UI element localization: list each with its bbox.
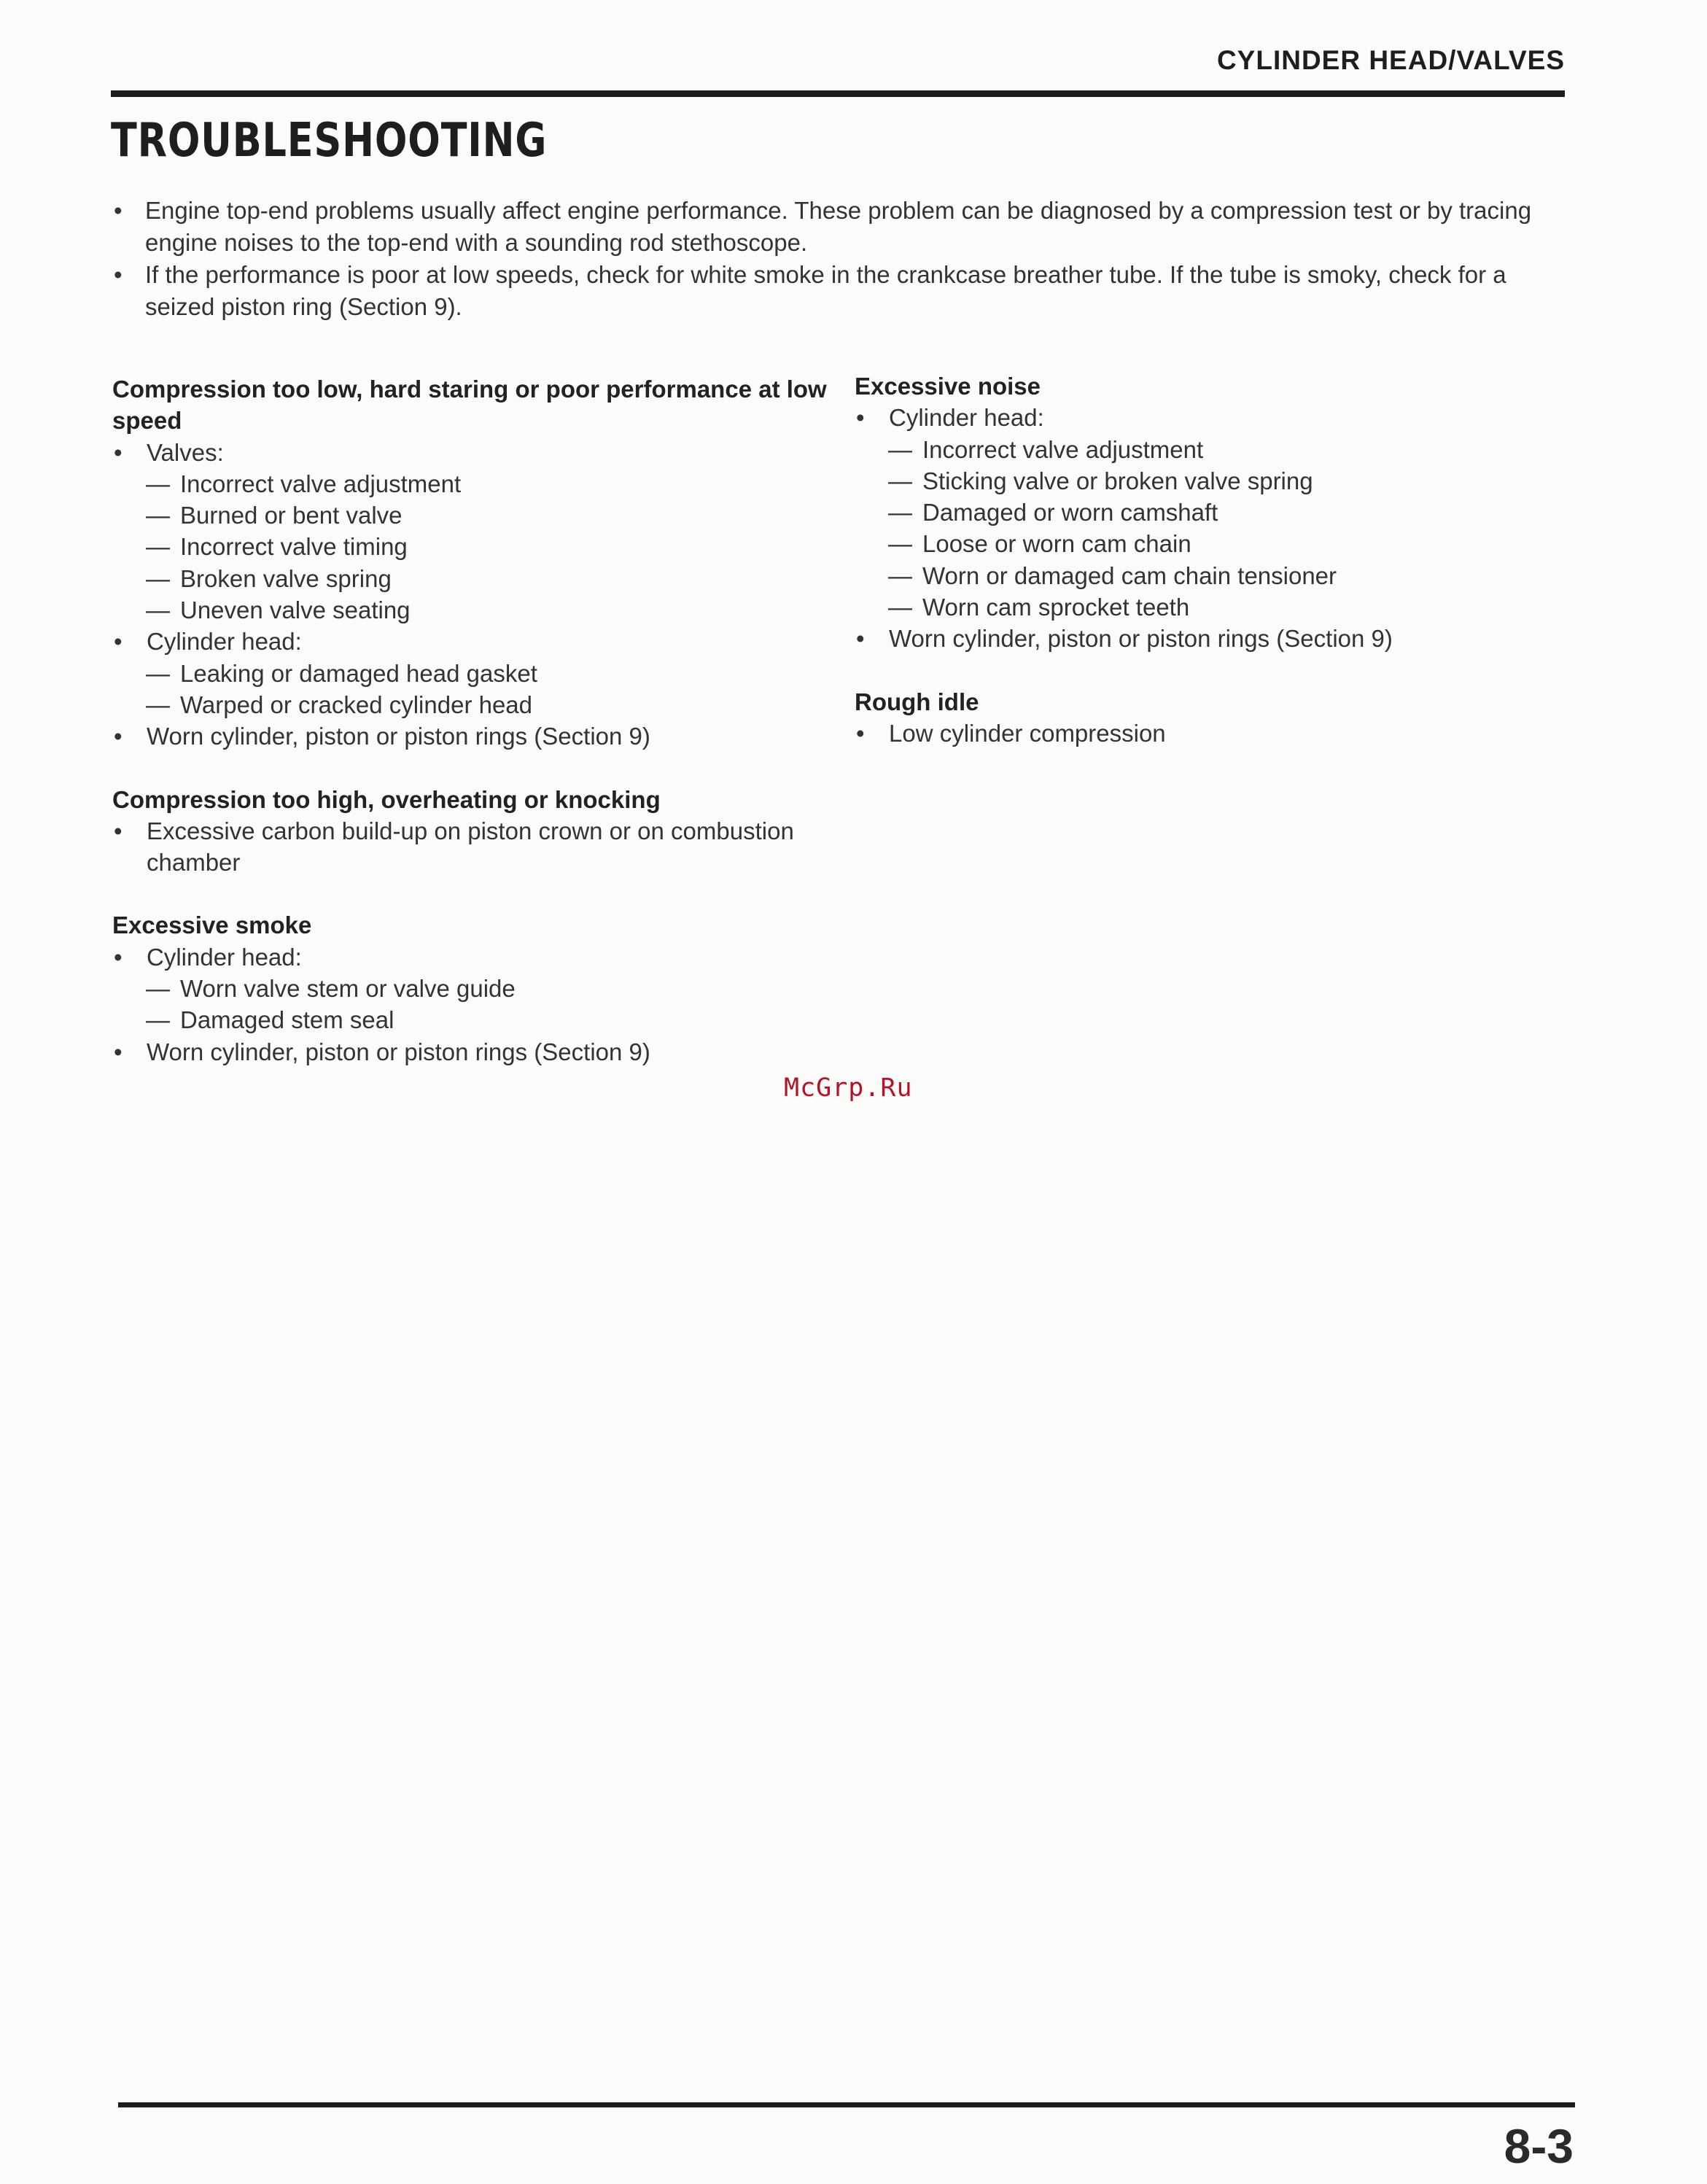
item-label: Cylinder head: [889,404,1044,432]
bullet-icon: • [856,625,865,653]
dash-icon: — [888,467,912,494]
sub-item [112,973,827,1004]
dash-icon: — [146,470,170,497]
dash-icon: — [888,499,912,526]
bullet-icon: • [114,628,123,656]
item-text: Excessive carbon build-up on piston crown or on combustion chamber [147,817,794,877]
list-item [112,1036,827,1068]
group-rough-idle [855,686,1555,750]
bullet-icon: • [114,261,123,288]
item-label: Cylinder head: [147,628,302,656]
intro-text: If the performance is poor at low speeds, check for white smoke in the crankcase breather tube. If the tube is smoky, check for a seized piston ring (Section 9). [145,261,1506,320]
dash-icon: — [146,502,170,529]
dash-icon: — [888,594,912,621]
list-item [112,815,827,879]
bullet-icon: • [856,404,865,432]
sub-item [112,689,827,720]
bullet-icon: • [114,197,123,224]
bullet-icon: • [114,1038,123,1065]
sub-item [112,500,827,531]
group-title: Compression too low, hard staring or poor performance at low speed [112,376,827,435]
bullet-icon: • [114,943,123,971]
sub-item [855,528,1555,559]
intro-text: Engine top-end problems usually affect engine performance. These problem can be diagnosed by a compression test or by tracing engine noises to the top-end with a sounding rod stethoscope. [145,197,1532,256]
list-item [112,626,827,657]
bullet-icon: • [114,817,123,844]
dash-icon: — [146,596,170,624]
group-excessive-noise [855,370,1555,655]
item-label: Cylinder head: [147,943,302,971]
group-compression-low [112,373,827,753]
dash-icon: — [146,533,170,561]
item-text: Worn cylinder, piston or piston rings (Section 9) [147,1038,650,1065]
intro-list [111,195,1565,323]
sub-item-text: Worn or damaged cam chain tensioner [922,561,1337,589]
list-item [855,718,1555,749]
top-rule [111,90,1565,97]
dash-icon: — [146,659,170,687]
sub-item [112,563,827,594]
bullet-icon: • [114,723,123,750]
item-text: Worn cylinder, piston or piston rings (Section 9) [889,625,1393,653]
intro-item [111,195,1565,259]
dash-icon: — [888,530,912,558]
sub-item [112,1004,827,1035]
item-label: Valves: [147,438,224,466]
sub-item-text: Burned or bent valve [180,502,403,529]
sub-item-text: Warped or cracked cylinder head [180,691,533,718]
sub-item-text: Leaking or damaged head gasket [180,659,537,687]
sub-item [112,468,827,500]
group-title: Excessive smoke [112,912,312,939]
sub-item-text: Worn cam sprocket teeth [922,594,1190,621]
sub-item-text: Worn valve stem or valve guide [180,975,516,1003]
sub-item [855,465,1555,497]
sub-item-text: Damaged or worn camshaft [922,499,1218,526]
bottom-rule [118,2102,1575,2107]
sub-item-text: Incorrect valve adjustment [922,435,1204,463]
dash-icon: — [146,975,170,1003]
sub-item-text: Loose or worn cam chain [922,530,1191,558]
bullet-icon: • [856,719,865,747]
bullet-icon: • [114,438,123,466]
sub-item-text: Damaged stem seal [180,1006,394,1034]
sub-item-text: Broken valve spring [180,564,392,592]
sub-item [855,591,1555,623]
intro-item [111,259,1565,323]
watermark: McGrp.Ru [784,1073,913,1103]
section-header: CYLINDER HEAD/VALVES [1216,45,1565,75]
group-compression-high [112,784,827,879]
list-item [112,437,827,468]
sub-item [112,594,827,626]
sub-item [855,497,1555,528]
sub-item-text: Incorrect valve adjustment [180,470,462,497]
page-number: 8-3 [1504,2119,1574,2173]
left-column [112,373,827,1099]
sub-item [855,560,1555,591]
right-column [855,370,1555,780]
group-title: Compression too high, overheating or knocking [112,785,661,813]
item-text: Worn cylinder, piston or piston rings (Section 9) [147,723,650,750]
sub-item [112,658,827,689]
group-title: Excessive noise [855,373,1041,400]
group-title: Rough idle [855,688,979,715]
dash-icon: — [888,435,912,463]
list-item [855,623,1555,654]
dash-icon: — [146,691,170,718]
dash-icon: — [146,1006,170,1034]
list-item [112,941,827,973]
sub-item [112,531,827,562]
dash-icon: — [146,564,170,592]
item-text: Low cylinder compression [889,719,1166,747]
sub-item-text: Sticking valve or broken valve spring [922,467,1313,494]
sub-item [855,434,1555,465]
sub-item-text: Uneven valve seating [180,596,411,624]
dash-icon: — [888,561,912,589]
list-item [112,720,827,752]
list-item [855,402,1555,433]
page-title: TROUBLESHOOTING [111,114,548,168]
group-excessive-smoke [112,909,827,1067]
sub-item-text: Incorrect valve timing [180,533,408,561]
